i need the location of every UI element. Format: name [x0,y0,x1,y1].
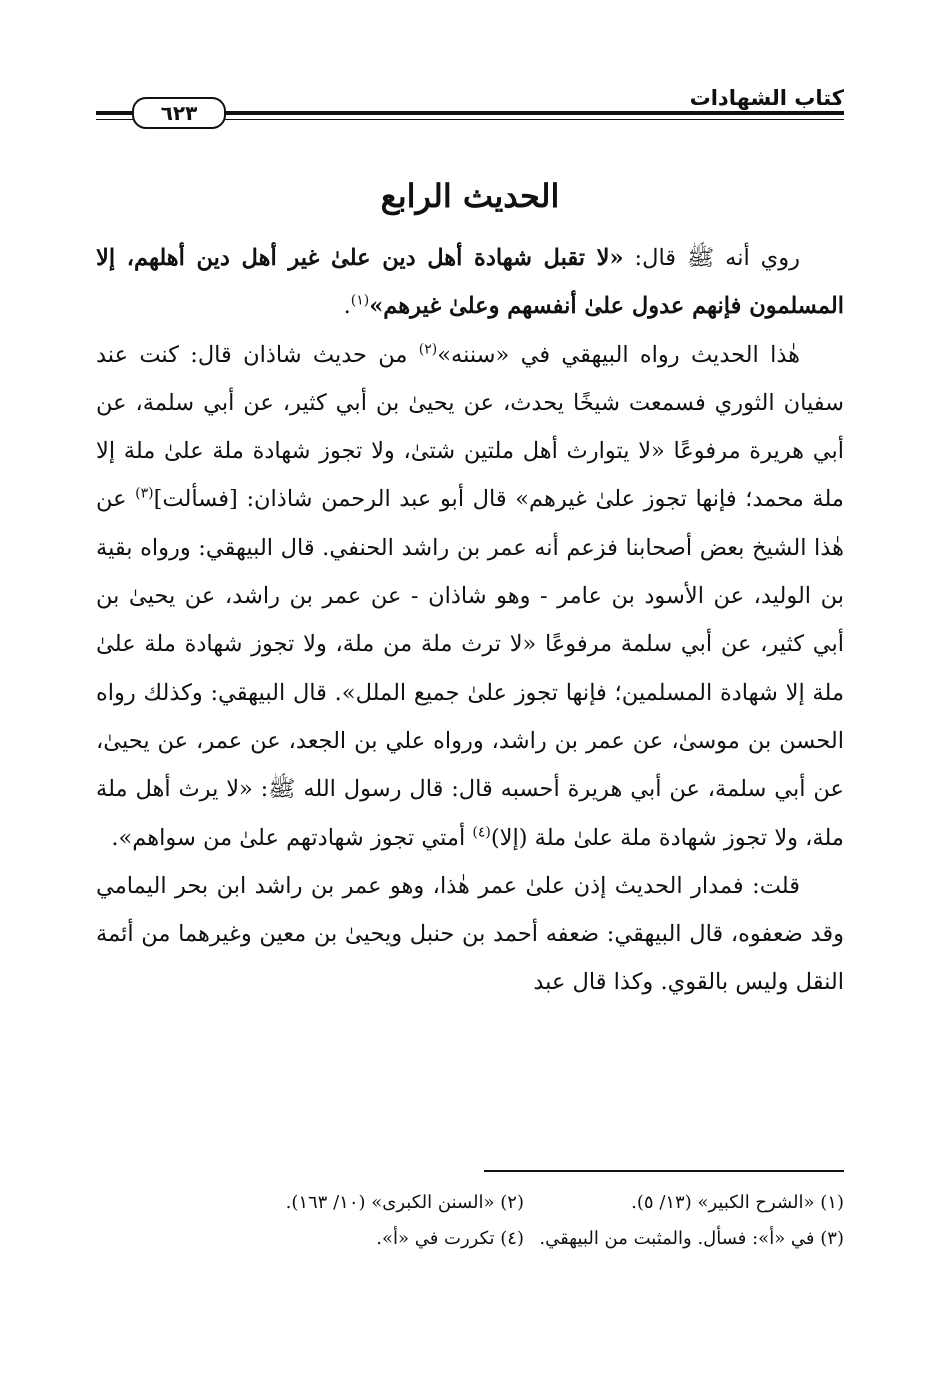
para1-intro: روي أنه ﷺ قال: [623,245,801,271]
para2-part2: من حديث شاذان قال: كنت عند سفيان الثوري فسمعت شيخًا يحدث، عن يحيىٰ بن أبي كثير، عن أبي سلمة، عن أبي هريرة مرفوعًا «لا يتوارث أهل ملتين شتىٰ، ولا تجوز شهادة ملة علىٰ ملة إلا ملة محمد؛ فإنها تجوز علىٰ غيرهم» قال أبو عبد الرحمن شاذان: [فسألت] [96,341,844,513]
footnote-1: (١) «الشرح الكبير» (١٣/ ٥). [631,1192,844,1213]
footnote-row [96,1185,844,1221]
running-title: كتاب الشهادات [689,86,844,110]
footnote-separator [484,1170,844,1172]
footnote-2: (٢) «السنن الكبرى» (١٠/ ١٦٣). [285,1192,524,1213]
para1-end: . [343,293,351,320]
para2-part1: هٰذا الحديث رواه البيهقي في «سننه» [437,341,800,368]
page-number: ٦٢٣ [132,97,226,129]
footnote-ref-1: (١) [350,292,370,309]
footnote-ref-2: (٢) [418,341,438,358]
main-text [96,234,844,1007]
para2-part4: أمتي تجوز شهادتهم علىٰ من سواهم». [111,824,473,851]
footnote-ref-3: (٣) [135,485,154,502]
section-heading: الحديث الرابع [380,177,560,215]
paragraph-3: قلت: فمدار الحديث إذن علىٰ عمر هٰذا، وهو عمر بن راشد ابن بحر اليمامي وقد ضعفوه، قال البيهقي: ضعفه أحمد بن حنبل ويحيىٰ بن معين وغيرهما من أئمة النقل وليس بالقوي. وكذا قال عبد [96,872,844,996]
footnote-ref-4: (٤) [472,824,491,841]
page-header [96,78,844,134]
footnote-3: (٣) في «أ»: فسأل. والمثبت من البيهقي. [539,1228,844,1249]
footnote-row [96,1221,844,1257]
footnote-4: (٤) تكررت في «أ». [376,1228,524,1249]
paragraph-1 [96,234,844,331]
para2-part3: عن هٰذا الشيخ بعض أصحابنا فزعم أنه عمر بن راشد الحنفي. قال البيهقي: ورواه بقية بن الوليد، عن الأسود بن عامر - وهو شاذان - عن عمر بن راشد، عن يحيىٰ بن أبي كثير، عن أبي سلمة مرفوعًا «لا ترث ملة من ملة، ولا تجوز شهادة ملة علىٰ ملة إلا شهادة المسلمين؛ فإنها تجوز علىٰ جميع الملل». قال البيهقي: وكذلك رواه الحسن بن موسىٰ، عن عمر بن راشد، ورواه علي بن الجعد، عن عمر، عن يحيىٰ، عن أبي سلمة، عن أبي هريرة أحسبه قال: قال رسول الله ﷺ: «لا يرث أهل ملة ملة، ولا تجوز شهادة ملة علىٰ ملة (إلا) [96,486,844,851]
footnotes [96,1185,844,1257]
paragraph-2 [96,331,844,862]
para1-hadith: «لا تقبل شهادة أهل دين علىٰ غير أهل دين أهلهم، إلا المسلمون فإنهم عدول علىٰ أنفسهم وعلىٰ غيرهم» [96,245,844,320]
